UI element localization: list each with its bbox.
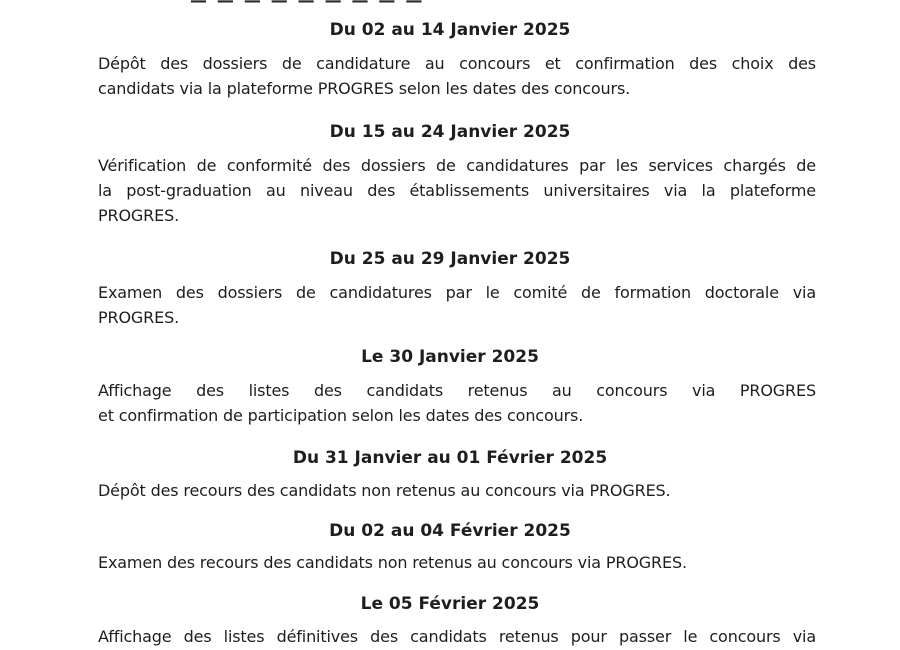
entry-date: Du 31 Janvier au 01 Février 2025 xyxy=(292,448,608,468)
description-line: Vérification de conformité des dossiers de candidatures par les services chargés de xyxy=(98,156,816,175)
description-line: Affichage des listes des candidats retenus au concours via PROGRES xyxy=(98,381,816,400)
entry-date: Du 02 au 04 Février 2025 xyxy=(329,521,571,541)
entry-date: Du 25 au 29 Janvier 2025 xyxy=(329,249,571,269)
entry-date: Le 05 Février 2025 xyxy=(360,594,540,614)
entry-date: Du 02 au 14 Janvier 2025 xyxy=(329,20,571,40)
cropped-heading-fragment: — — — — — — — — — xyxy=(190,0,425,11)
description-line: PROGRES. xyxy=(98,206,180,225)
entry-description xyxy=(98,478,816,503)
description-line: Examen des recours des candidats non retenus au concours via PROGRES. xyxy=(98,553,687,572)
entry-date: Du 15 au 24 Janvier 2025 xyxy=(329,122,571,142)
description-line: Affichage des listes définitives des candidats retenus pour passer le concours via xyxy=(98,627,816,646)
entry-description xyxy=(98,624,816,649)
entry-description xyxy=(98,550,816,575)
description-line: candidats via la plateforme PROGRES selon les dates des concours. xyxy=(98,79,631,98)
entry-description xyxy=(98,153,816,228)
entry-date: Le 30 Janvier 2025 xyxy=(361,347,539,367)
description-line: la post-graduation au niveau des établissements universitaires via la plateforme xyxy=(98,181,816,200)
description-line: PROGRES. xyxy=(98,308,180,327)
description-line: Dépôt des recours des candidats non retenus au concours via PROGRES. xyxy=(98,481,671,500)
description-line: Dépôt des dossiers de candidature au concours et confirmation des choix des xyxy=(98,54,816,73)
entry-description xyxy=(98,280,816,330)
description-line: et confirmation de participation selon les dates des concours. xyxy=(98,406,584,425)
entry-description xyxy=(98,378,816,428)
entry-description xyxy=(98,51,816,101)
description-line: Examen des dossiers de candidatures par le comité de formation doctorale via xyxy=(98,283,816,302)
